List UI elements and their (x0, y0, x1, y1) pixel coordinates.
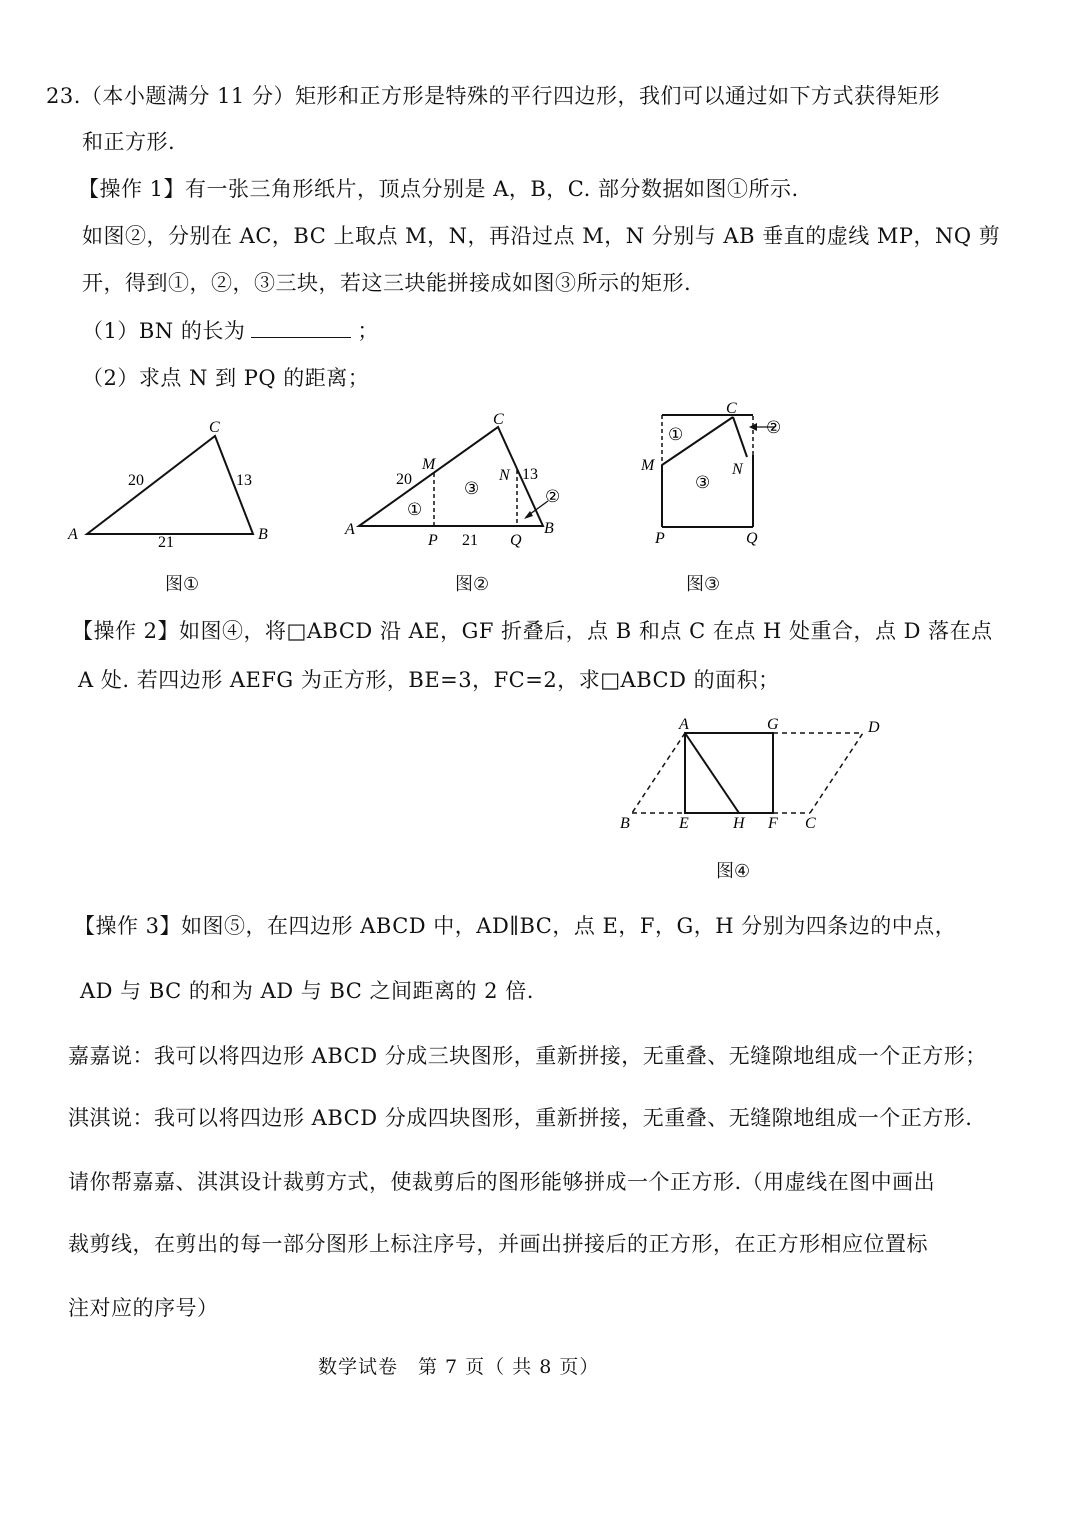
fig3-label-n: N (732, 461, 743, 478)
fig2-label-m: M (422, 456, 436, 473)
fig4-caption: 图④ (716, 861, 751, 882)
fig3-label-c: C (726, 400, 737, 417)
fig4-label-b: B (620, 815, 630, 832)
operation1-line2: 如图②，分别在 AC，BC 上取点 M，N，再沿过点 M，N 分别与 AB 垂直的虚线 MP，NQ 剪 (82, 224, 1001, 248)
fig4-label-c: C (805, 815, 816, 832)
operation2-line1: 【操作 2】如图④，将□ABCD 沿 AE，GF 折叠后，点 B 和点 C 在点 H 处重合，点 D 落在点 (72, 619, 993, 643)
fig1-label-b: B (258, 526, 268, 543)
fig1-length-ab: 21 (158, 534, 174, 550)
fig2-piece-2: ② (545, 487, 561, 506)
task-line2: 裁剪线，在剪出的每一部分图形上标注序号，并画出拼接后的正方形，在正方形相应位置标 (68, 1232, 928, 1256)
fig2-label-p: P (428, 532, 438, 549)
fig3-piece-3: ③ (695, 473, 711, 492)
fig4-label-e: E (679, 815, 689, 832)
fig3-piece-2: ② (766, 418, 782, 437)
operation1-line3: 开，得到①，②，③三块，若这三块能拼接成如图③所示的矩形. (82, 271, 692, 295)
question-header: 23.（本小题满分 11 分）矩形和正方形是特殊的平行四边形，我们可以通过如下方式获得矩形 (46, 84, 940, 108)
figure-3 (640, 395, 800, 550)
fig4-label-a: A (679, 716, 689, 733)
fig2-label-q: Q (510, 532, 522, 549)
fig2-length-bc: 13 (522, 466, 538, 483)
sub-question-1-text: （1）BN 的长为 (82, 319, 246, 343)
page-footer: 数学试卷 第 7 页（ 共 8 页） (318, 1356, 600, 1378)
fig1-label-a: A (68, 526, 78, 543)
fig3-caption: 图③ (686, 574, 721, 595)
fig3-piece-1: ① (668, 425, 684, 444)
fig3-label-q: Q (746, 530, 758, 547)
qiqi-statement: 淇淇说：我可以将四边形 ABCD 分成四块图形，重新拼接，无重叠、无缝隙地组成一个正方形. (68, 1106, 973, 1130)
figure-1 (60, 410, 290, 550)
task-line3: 注对应的序号） (68, 1296, 219, 1320)
fig2-piece-3: ③ (464, 479, 480, 498)
sub-question-1 (82, 315, 379, 345)
fig2-caption: 图② (455, 574, 490, 595)
fig4-label-f: F (768, 815, 778, 832)
task-line1: 请你帮嘉嘉、淇淇设计裁剪方式，使裁剪后的图形能够拼成一个正方形.（用虚线在图中画出 (68, 1170, 936, 1194)
operation1-line1: 【操作 1】有一张三角形纸片，顶点分别是 A，B，C. 部分数据如图①所示. (78, 177, 799, 201)
sub-question-1-end: ； (357, 319, 379, 343)
figure-4 (605, 710, 895, 840)
operation3-line1: 【操作 3】如图⑤，在四边形 ABCD 中，AD∥BC，点 E，F，G，H 分别为四条边的中点， (74, 914, 957, 938)
jiajia-statement: 嘉嘉说：我可以将四边形 ABCD 分成三块图形，重新拼接，无重叠、无缝隙地组成一个正方形； (68, 1044, 987, 1068)
fig2-label-b: B (544, 520, 554, 537)
operation2-line2: A 处. 若四边形 AEFG 为正方形，BE=3，FC=2，求□ABCD 的面积； (78, 668, 780, 692)
fig4-label-d: D (868, 719, 880, 736)
fig1-label-c: C (209, 419, 220, 436)
fig3-label-p: P (655, 530, 665, 547)
fig2-label-n: N (499, 467, 510, 484)
answer-blank (251, 319, 351, 338)
fig2-label-a: A (345, 521, 355, 538)
fig2-label-c: C (493, 411, 504, 428)
sub-question-2: （2）求点 N 到 PQ 的距离； (82, 366, 370, 390)
fig3-label-m: M (641, 457, 655, 474)
fig1-caption: 图① (165, 574, 200, 595)
fig2-length-ab: 21 (462, 532, 478, 549)
fig4-label-g: G (767, 716, 779, 733)
question-header-cont: 和正方形. (82, 130, 176, 154)
fig2-length-ac: 20 (396, 471, 412, 488)
figure-2 (340, 405, 580, 555)
operation3-line2: AD 与 BC 的和为 AD 与 BC 之间距离的 2 倍. (80, 979, 534, 1003)
fig2-piece-1: ① (407, 500, 423, 519)
fig4-label-h: H (733, 815, 745, 832)
fig1-length-bc: 13 (236, 472, 252, 489)
fig1-length-ac: 20 (128, 472, 144, 489)
